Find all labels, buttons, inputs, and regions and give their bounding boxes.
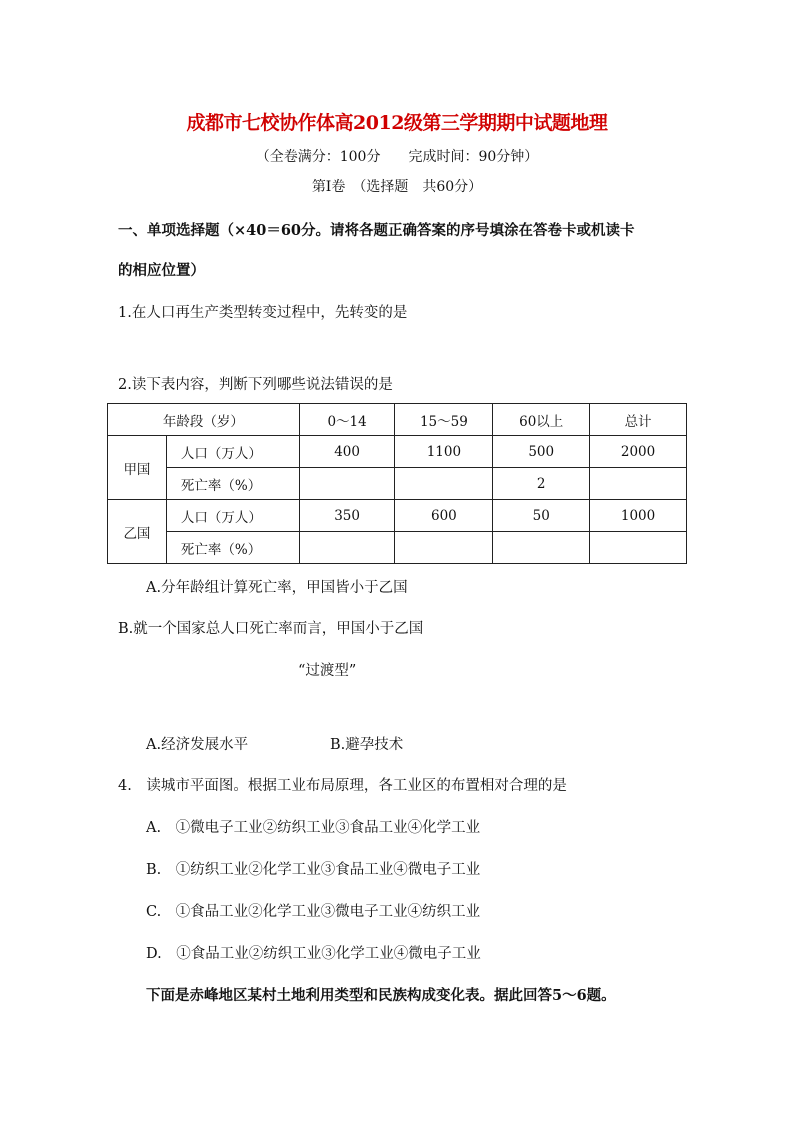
question-3-option-b: B.避孕技术 (330, 737, 404, 753)
question-5-6-intro: 下面是赤峰地区某村土地利用类型和民族构成变化表。据此回答5～6题。 (146, 987, 616, 1004)
row-label: 死亡率（%） (166, 468, 299, 500)
row-label: 人口（万人） (166, 436, 299, 468)
table-cell (395, 468, 493, 500)
question-3-fragment: “过渡型” (298, 663, 357, 679)
header-cell: 0～14 (299, 404, 395, 436)
header-age-group: 年龄段（岁） (108, 404, 300, 436)
table-cell: 1000 (590, 500, 687, 532)
question-2: 2.读下表内容，判断下列哪些说法错误的是 (118, 377, 393, 393)
question-3-option-a: A.经济发展水平 (146, 737, 249, 753)
table-cell (493, 532, 590, 564)
table-cell: 400 (299, 436, 395, 468)
table-row (108, 436, 687, 468)
table-cell (590, 532, 687, 564)
question-4-option-d: D. ①食品工业②纺织工业③化学工业④微电子工业 (146, 946, 481, 962)
exam-meta: （全卷满分：100分 完成时间：90分钟） (255, 149, 539, 165)
table-cell (395, 532, 493, 564)
country-a-name: 甲国 (108, 436, 167, 500)
question-2-option-b: B.就一个国家总人口死亡率而言，甲国小于乙国 (118, 621, 424, 637)
table-cell (299, 532, 395, 564)
table-cell: 50 (493, 500, 590, 532)
table-cell: 2000 (590, 436, 687, 468)
table-cell: 600 (395, 500, 493, 532)
section-heading: 第Ⅰ卷 （选择题 共60分） (311, 179, 483, 195)
header-cell: 60以上 (493, 404, 590, 436)
table-cell (299, 468, 395, 500)
exam-title: 成都市七校协作体高2012级第三学期期中试题地理 (186, 112, 608, 134)
population-table (107, 403, 687, 564)
part1-instruction-line2: 的相应位置） (118, 262, 205, 279)
part1-instruction-line1: 一、单项选择题（×40＝60分。请将各题正确答案的序号填涂在答卷卡或机读卡 (118, 222, 635, 239)
table-cell: 350 (299, 500, 395, 532)
table-row (108, 500, 687, 532)
table-cell: 1100 (395, 436, 493, 468)
table-row (108, 468, 687, 500)
question-2-option-a: A.分年龄组计算死亡率，甲国皆小于乙国 (146, 580, 408, 596)
question-4: 4. 读城市平面图。根据工业布局原理，各工业区的布置相对合理的是 (118, 778, 567, 794)
table-cell: 2 (493, 468, 590, 500)
row-label: 死亡率（%） (166, 532, 299, 564)
header-cell: 总计 (590, 404, 687, 436)
table-cell: 500 (493, 436, 590, 468)
country-b-name: 乙国 (108, 500, 167, 564)
table-row (108, 532, 687, 564)
question-1: 1.在人口再生产类型转变过程中，先转变的是 (118, 305, 408, 321)
header-cell: 15～59 (395, 404, 493, 436)
table-cell (590, 468, 687, 500)
table-header-row (108, 404, 687, 436)
question-4-option-a: A. ①微电子工业②纺织工业③食品工业④化学工业 (146, 820, 481, 836)
question-4-option-b: B. ①纺织工业②化学工业③食品工业④微电子工业 (146, 862, 481, 878)
row-label: 人口（万人） (166, 500, 299, 532)
question-4-option-c: C. ①食品工业②化学工业③微电子工业④纺织工业 (146, 904, 481, 920)
